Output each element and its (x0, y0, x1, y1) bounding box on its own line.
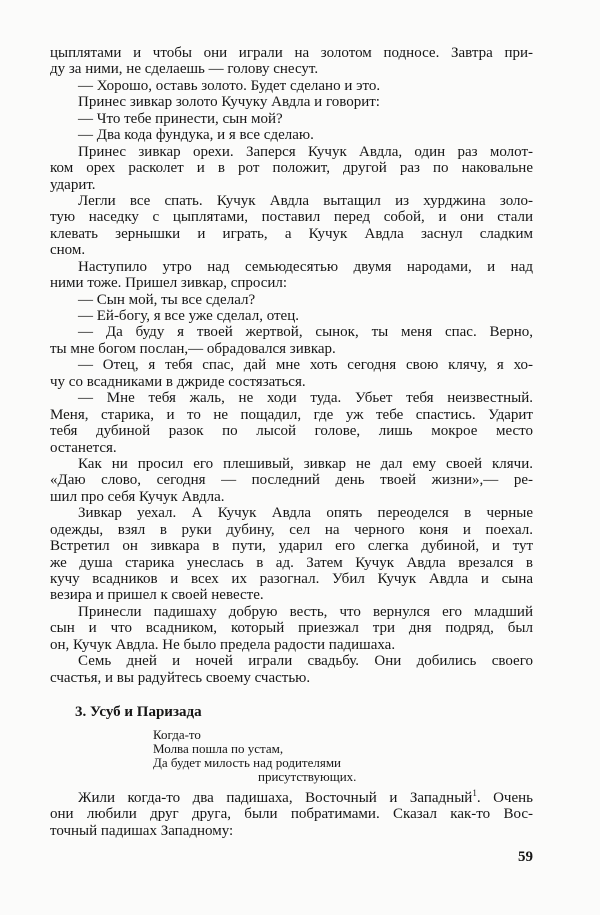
paragraph (50, 45, 533, 78)
paragraph (50, 111, 533, 127)
text-line: — Сын мой, ты все сделал? (78, 291, 256, 308)
paragraph (50, 144, 533, 193)
epigraph-line: Да будет милость над родителями (153, 755, 342, 770)
text-line: тую наседку с цыплятами, поставил перед собой, и они стали (50, 209, 533, 226)
text-line: чу со всадниками в джриде состязаться. (50, 373, 306, 390)
text-line: — Да буду я твоей жертвой, сынок, ты меня спас. Верно, (78, 324, 533, 341)
text-fragment: Жили когда-то два падишаха, Восточный и Западный (78, 790, 473, 806)
section-heading: 3. Усуб и Паризада (75, 704, 202, 720)
text-line: ударит. (50, 176, 96, 193)
epigraph-line: Когда-то (153, 727, 201, 742)
paragraph (50, 357, 533, 390)
paragraph (50, 292, 533, 308)
paragraph (50, 78, 533, 94)
text-line (50, 790, 533, 806)
epigraph-line: присутствующих. (258, 769, 357, 784)
paragraph (50, 604, 533, 653)
text-fragment: . Очень (476, 790, 533, 806)
epigraph (153, 728, 356, 784)
text-line: клевать зернышки и играть, а Кучук Авдла заснул сладким (50, 225, 533, 242)
text-line: же душа старика унеслась в ад. Затем Кучук Авдла врезался в (50, 554, 533, 571)
section-paragraph (50, 790, 533, 839)
text-line: Принес зивкар орехи. Заперся Кучук Авдла, один раз молот- (78, 143, 533, 160)
text-line: точный падишах Западному: (50, 822, 234, 839)
text-line: Зивкар уехал. А Кучук Авдла опять переоделся в черные (78, 505, 533, 522)
text-line: ними тоже. Пришел зивкар, спросил: (50, 275, 288, 292)
text-line: — Два кода фундука, и я все сделаю. (78, 127, 314, 144)
paragraph (50, 390, 533, 456)
text-line: — Отец, я тебя спас, дай мне хоть сегодня свою клячу, я хо- (78, 357, 533, 374)
text-line: шил про себя Кучук Авдла. (50, 488, 225, 505)
text-line: ду за ними, не сделаешь — голову снесут. (50, 61, 319, 78)
text-line: сном. (50, 242, 86, 259)
footnote-mark[interactable]: 1 (472, 788, 477, 798)
text-line: Принес зивкар золото Кучуку Авдла и говорит: (78, 94, 380, 111)
text-line: — Что тебе принести, сын мой? (78, 110, 283, 127)
paragraph (50, 193, 533, 259)
text-line: они любили друг друга, были побратимами. Сказал как-то Вос- (50, 806, 533, 823)
text-line: Встретил он зивкара в пути, ударил его слегка дубиной, и тут (50, 538, 533, 555)
text-line: — Ей-богу, я все уже сделал, отец. (78, 308, 299, 324)
text-line: Меня, старика, и то не пощадил, где уж тебе спастись. Ударит (50, 406, 533, 423)
paragraph (50, 456, 533, 505)
text-line: цыплятами и чтобы они играли на золотом подносе. Завтра при- (50, 45, 533, 61)
text-line: тебя дубиной разок по лысой голове, лишь мокрое место (50, 423, 533, 440)
page-number: 59 (518, 849, 533, 865)
text-line: Семь дней и ночей играли свадьбу. Они добились своего (78, 653, 533, 670)
paragraph (50, 94, 533, 110)
text-line: Легли все спать. Кучук Авдла вытащил из хурджина золо- (78, 192, 533, 209)
text-line: счастья, и вы радуйтесь своему счастью. (50, 669, 311, 686)
text-line: останется. (50, 439, 117, 456)
paragraph (50, 324, 533, 357)
text-line: ком орех расколет и в рот положит, другой раз по наковальне (50, 160, 533, 177)
text-line: ты мне богом послан,— обрадовался зивкар. (50, 340, 336, 357)
text-line: везира и пришел к своей невесте. (50, 587, 264, 604)
text-line: одежды, взял в руки дубину, сел на черного коня и поехал. (50, 521, 533, 538)
paragraph (50, 653, 533, 686)
text-line: — Мне тебя жаль, не ходи туда. Убьет тебя неизвестный. (78, 390, 533, 407)
text-line: сын и что всадником, который приезжал три дня подряд, был (50, 620, 533, 637)
paragraph (50, 127, 533, 143)
text-line: кучу всадников и всех их разогнал. Убил Кучук Авдла и сына (50, 571, 533, 587)
paragraph (50, 308, 533, 324)
story-text (50, 45, 533, 686)
text-line: Принесли падишаху добрую весть, что вернулся его младший (78, 603, 533, 620)
text-line: Наступило утро над семьюдесятью двумя народами, и над (78, 258, 533, 275)
paragraph (50, 259, 533, 292)
text-line: Как ни просил его плешивый, зивкар не дал ему своей клячи. (78, 455, 533, 472)
text-line: — Хорошо, оставь золото. Будет сделано и это. (78, 77, 381, 94)
epigraph-line: Молва пошла по устам, (153, 741, 284, 756)
text-line: «Даю слово, сегодня — последний день твоей жизни»,— ре- (50, 472, 533, 489)
paragraph (50, 505, 533, 604)
text-line: он, Кучук Авдла. Не было предела радости падишаха. (50, 636, 396, 653)
